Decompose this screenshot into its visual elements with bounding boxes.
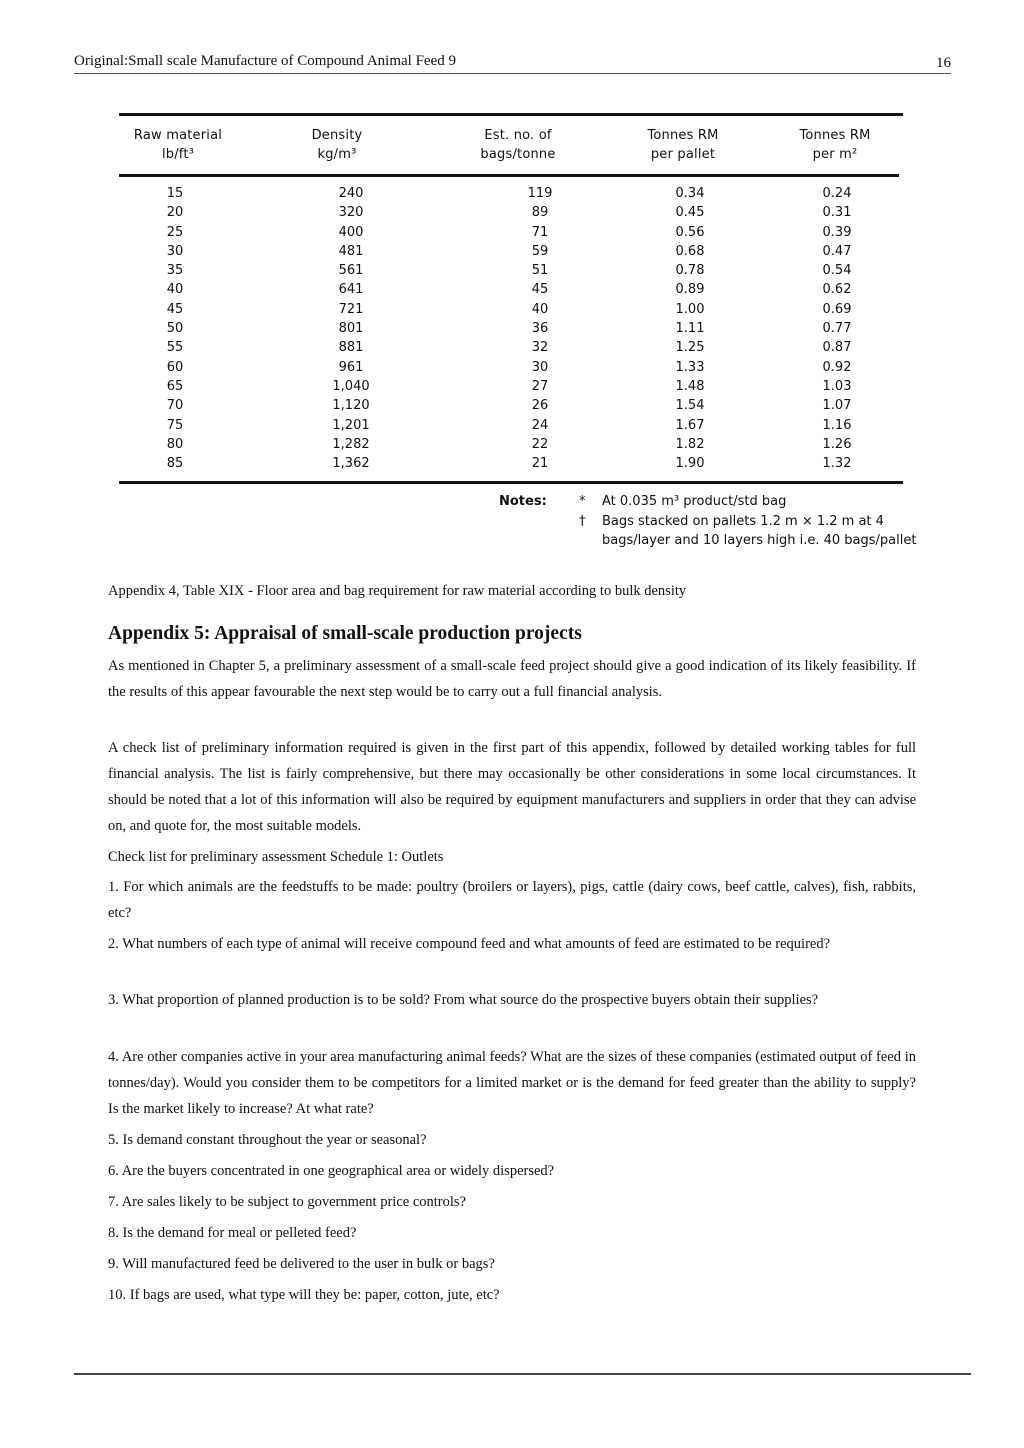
cell-raw-material: 15 (166, 186, 184, 201)
table-row (119, 261, 903, 280)
table-row (119, 338, 903, 357)
table-row (119, 300, 903, 319)
cell-bags-per-tonne: 89 (531, 205, 549, 221)
cell-tonnes-per-pallet: 1.00 (675, 301, 705, 317)
cell-raw-material: 85 (166, 456, 184, 472)
cell-tonnes-per-m2: 0.92 (822, 359, 852, 375)
density-table (119, 113, 903, 484)
column-header-unit: lb/ft³ (161, 147, 195, 162)
table-row (119, 203, 903, 222)
cell-bags-per-tonne: 59 (531, 243, 549, 259)
checklist-item: 9. Will manufactured feed be delivered to the user in bulk or bags? (108, 1256, 495, 1272)
cell-raw-material: 65 (166, 378, 184, 394)
cell-tonnes-per-pallet: 0.34 (675, 186, 705, 201)
cell-bags-per-tonne: 24 (531, 417, 549, 433)
cell-tonnes-per-m2: 1.26 (822, 436, 852, 452)
cell-tonnes-per-m2: 0.39 (822, 224, 852, 240)
cell-bags-per-tonne: 22 (531, 436, 549, 452)
cell-raw-material: 50 (166, 321, 184, 337)
column-header-line: Tonnes RM (799, 128, 871, 143)
paragraph: As mentioned in Chapter 5, a preliminary assessment of a small-scale feed project should give a good indication of its likely feasibility. If the results of this appear favourable the next step would be to carry out a full financial analysis. (108, 658, 916, 700)
cell-raw-material: 25 (166, 224, 184, 240)
cell-raw-material: 40 (166, 282, 184, 298)
column-header-line: Est. no. of (484, 128, 552, 143)
paragraph: A check list of preliminary information required is given in the first part of this appendix, followed by detailed working tables for full financial analysis. The list is fairly comprehensive, but there may occasionally be other considerations in some local circumstances. It should be noted that a lot of this information will also be required by equipment manufacturers and suppliers in order that they can advise on, and quote for, the most suitable models. (108, 740, 916, 834)
document-title: Original:Small scale Manufacture of Compound Animal Feed 9 (74, 53, 457, 69)
column-header-raw-material (119, 116, 237, 174)
table-row (119, 280, 903, 299)
cell-density: 1,040 (332, 378, 370, 394)
column-header-unit: per m² (812, 147, 858, 162)
notes-label: Notes: (499, 494, 547, 509)
cell-tonnes-per-pallet: 0.56 (675, 224, 705, 240)
cell-raw-material: 80 (166, 436, 184, 452)
cell-density: 240 (338, 186, 364, 201)
cell-raw-material: 30 (166, 243, 184, 259)
checklist-item: 6. Are the buyers concentrated in one geographical area or widely dispersed? (108, 1163, 555, 1179)
cell-tonnes-per-m2: 1.03 (822, 378, 852, 394)
cell-tonnes-per-pallet: 0.78 (675, 263, 705, 279)
cell-tonnes-per-pallet: 1.11 (675, 321, 705, 337)
cell-tonnes-per-pallet: 1.67 (675, 417, 705, 433)
note-symbol: † (579, 514, 586, 529)
paragraph-subheading: Check list for preliminary assessment Schedule 1: Outlets (108, 849, 444, 865)
table-row (119, 319, 903, 338)
cell-density: 1,201 (332, 417, 370, 433)
cell-density: 961 (338, 359, 364, 375)
note-symbol: * (579, 494, 586, 509)
cell-bags-per-tonne: 40 (531, 301, 549, 317)
cell-bags-per-tonne: 32 (531, 340, 549, 356)
cell-density: 561 (338, 263, 364, 279)
column-header-unit: kg/m³ (317, 147, 357, 162)
cell-bags-per-tonne: 51 (531, 263, 549, 279)
note-text: At 0.035 m³ product/std bag (602, 494, 787, 509)
cell-density: 721 (338, 301, 364, 317)
cell-tonnes-per-pallet: 1.25 (675, 340, 705, 356)
checklist-item: 7. Are sales likely to be subject to government price controls? (108, 1194, 466, 1210)
table-row (119, 396, 903, 415)
cell-tonnes-per-m2: 0.69 (822, 301, 852, 317)
table-row (119, 184, 903, 203)
column-header-bags-per-tonne (437, 116, 599, 174)
cell-density: 881 (338, 340, 364, 356)
column-header-unit: bags/tonne (480, 147, 556, 162)
cell-tonnes-per-pallet: 0.89 (675, 282, 705, 298)
cell-raw-material: 75 (166, 417, 184, 433)
checklist-item: 5. Is demand constant throughout the year or seasonal? (108, 1132, 427, 1148)
cell-tonnes-per-pallet: 0.68 (675, 243, 705, 259)
cell-bags-per-tonne: 26 (531, 398, 549, 414)
cell-raw-material: 55 (166, 340, 184, 356)
cell-bags-per-tonne: 119 (527, 186, 553, 201)
cell-density: 801 (338, 321, 364, 337)
cell-tonnes-per-m2: 1.32 (822, 456, 852, 472)
table-row (119, 454, 903, 473)
table-row (119, 416, 903, 435)
cell-tonnes-per-pallet: 1.90 (675, 456, 705, 472)
footer-rule (74, 1373, 971, 1375)
cell-tonnes-per-m2: 0.31 (822, 205, 852, 221)
cell-tonnes-per-m2: 0.87 (822, 340, 852, 356)
cell-bags-per-tonne: 30 (531, 359, 549, 375)
column-header-line: Tonnes RM (647, 128, 719, 143)
column-header-unit: per pallet (650, 147, 716, 162)
cell-raw-material: 45 (166, 301, 184, 317)
checklist-item: 8. Is the demand for meal or pelleted feed? (108, 1225, 357, 1241)
note-text: Bags stacked on pallets 1.2 m × 1.2 m at 4 bags/layer and 10 layers high i.e. 40 bags/pallet (602, 514, 917, 548)
table-row (119, 435, 903, 454)
cell-bags-per-tonne: 45 (531, 282, 549, 298)
cell-tonnes-per-pallet: 1.48 (675, 378, 705, 394)
column-header-line: Density (311, 128, 363, 143)
cell-density: 1,282 (332, 436, 370, 452)
checklist-item: 2. What numbers of each type of animal will receive compound feed and what amounts of feed are estimated to be required? (108, 936, 831, 952)
table-row (119, 223, 903, 242)
page-number: 16 (936, 55, 951, 71)
cell-tonnes-per-pallet: 0.45 (675, 205, 705, 221)
cell-tonnes-per-m2: 0.62 (822, 282, 852, 298)
cell-bags-per-tonne: 36 (531, 321, 549, 337)
cell-density: 481 (338, 243, 364, 259)
table-header-row (119, 116, 903, 174)
cell-density: 641 (338, 282, 364, 298)
section-heading: Appendix 5: Appraisal of small-scale production projects (108, 623, 582, 644)
cell-raw-material: 60 (166, 359, 184, 375)
checklist-item: 10. If bags are used, what type will they be: paper, cotton, jute, etc? (108, 1287, 500, 1303)
cell-tonnes-per-m2: 0.54 (822, 263, 852, 279)
cell-tonnes-per-m2: 1.07 (822, 398, 852, 414)
cell-tonnes-per-m2: 1.16 (822, 417, 852, 433)
cell-bags-per-tonne: 21 (531, 456, 549, 472)
cell-tonnes-per-pallet: 1.82 (675, 436, 705, 452)
cell-density: 400 (338, 224, 364, 240)
cell-bags-per-tonne: 71 (531, 224, 549, 240)
column-header-tonnes-per-m2 (767, 116, 903, 174)
cell-density: 1,362 (332, 456, 370, 472)
cell-density: 1,120 (332, 398, 370, 414)
table-bottom-rule (119, 481, 903, 484)
table-row (119, 358, 903, 377)
cell-bags-per-tonne: 27 (531, 378, 549, 394)
column-header-density (237, 116, 437, 174)
cell-tonnes-per-m2: 0.47 (822, 243, 852, 259)
table-caption: Appendix 4, Table XIX - Floor area and bag requirement for raw material according to bulk density (108, 583, 687, 599)
cell-tonnes-per-m2: 0.77 (822, 321, 852, 337)
column-header-tonnes-per-pallet (599, 116, 767, 174)
table-row (119, 242, 903, 261)
checklist-item: 4. Are other companies active in your area manufacturing animal feeds? What are the sizes of these companies (estimated output of feed in tonnes/day). Would you consider them to be competitors for a limited market or is the demand for feed greater than the ability to supply? Is the market likely to increase? At what rate? (108, 1049, 916, 1117)
cell-density: 320 (338, 205, 364, 221)
table-row (119, 377, 903, 396)
table-body (119, 177, 903, 473)
cell-raw-material: 35 (166, 263, 184, 279)
page-header (74, 50, 951, 74)
cell-tonnes-per-m2: 0.24 (822, 186, 852, 201)
column-header-line: Raw material (133, 128, 223, 143)
cell-tonnes-per-pallet: 1.54 (675, 398, 705, 414)
cell-raw-material: 70 (166, 398, 184, 414)
checklist-item: 3. What proportion of planned production is to be sold? From what source do the prospective buyers obtain their supplies? (108, 992, 819, 1008)
checklist-item: 1. For which animals are the feedstuffs to be made: poultry (broilers or layers), pigs, cattle (dairy cows, beef cattle, calves), fish, rabbits, etc? (108, 879, 916, 921)
cell-tonnes-per-pallet: 1.33 (675, 359, 705, 375)
cell-raw-material: 20 (166, 205, 184, 221)
